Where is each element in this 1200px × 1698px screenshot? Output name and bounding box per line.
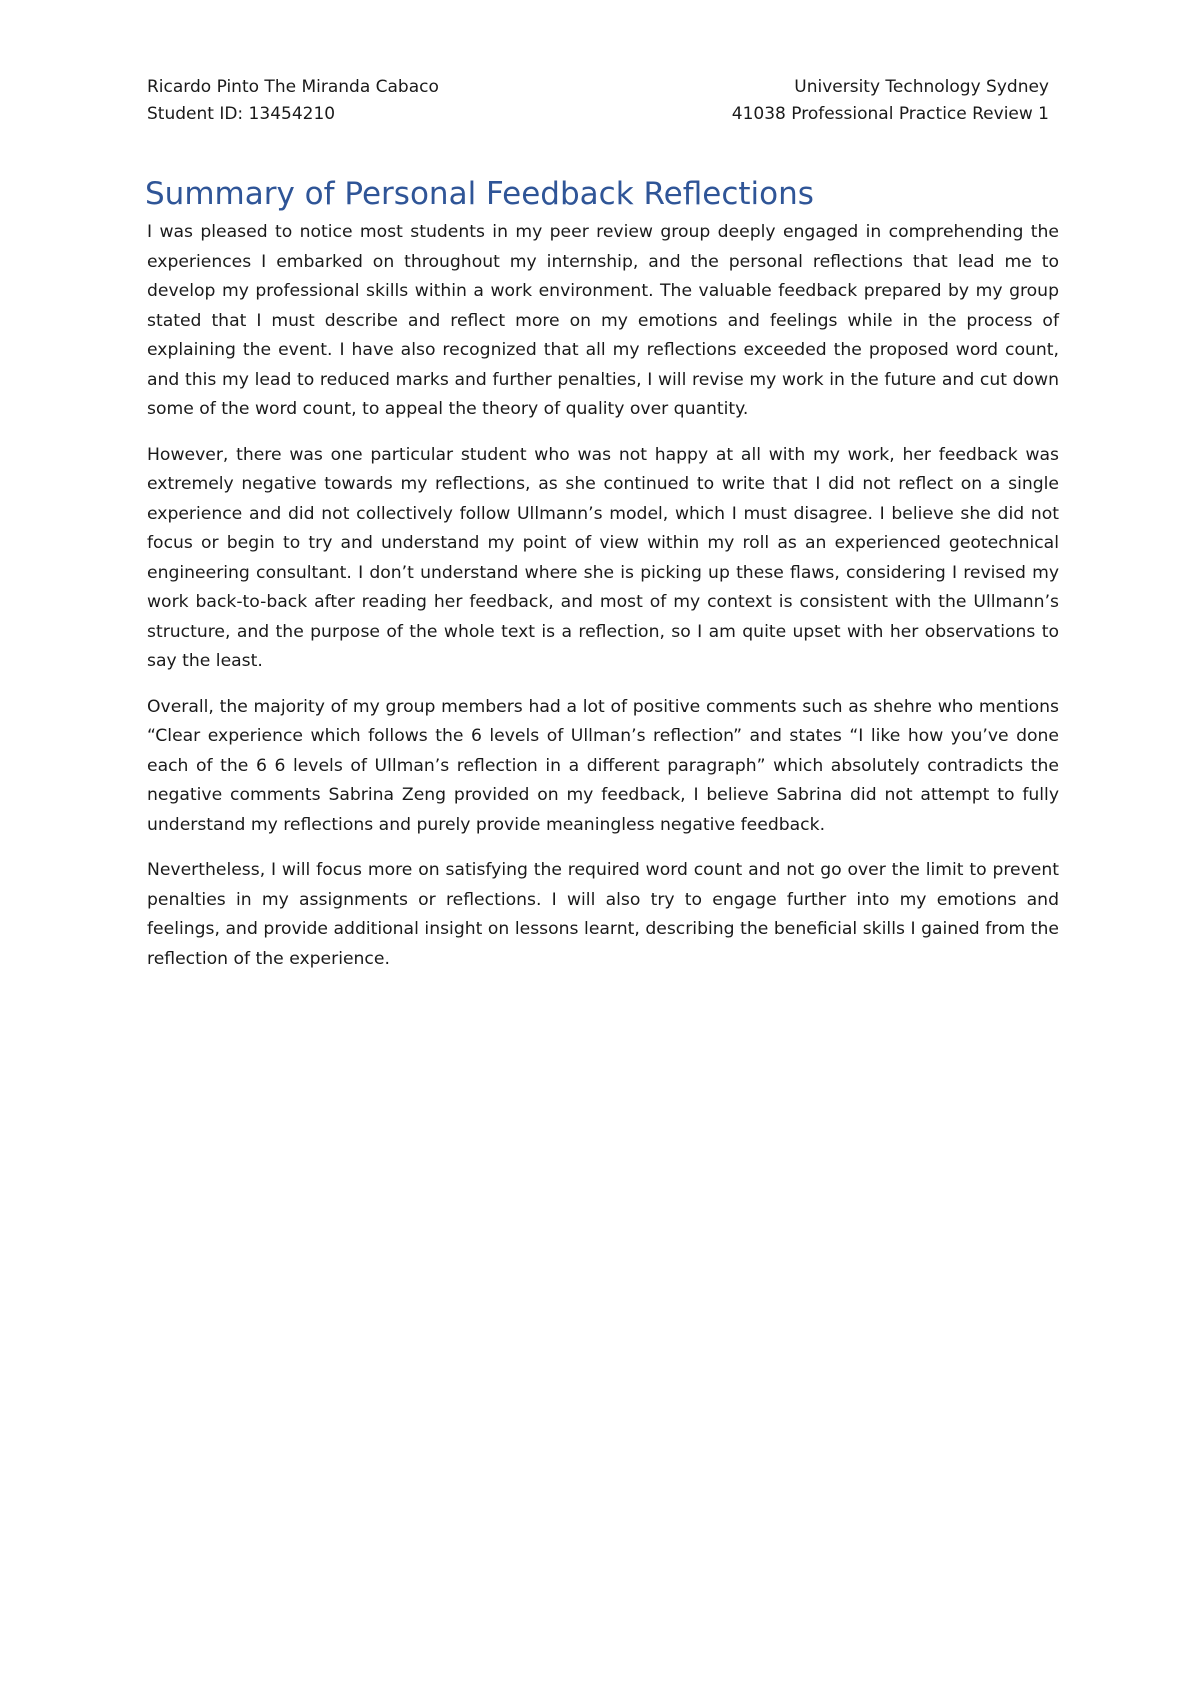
body-paragraph: Nevertheless, I will focus more on satisfying the required word count and not go over the limit to prevent penalties in my assignments or reflections. I will also try to engage further into my emotions and feelings, and provide additional insight on lessons learnt, describing the beneficial skills I gained from the reflection of the experience. [147,860,1059,969]
body-paragraph: I was pleased to notice most students in my peer review group deeply engaged in comprehending the experiences I embarked on throughout my internship, and the personal reflections that lead me to develop my professional skills within a work environment. The valuable feedback prepared by my group stated that I must describe and reflect more on my emotions and feelings while in the process of explaining the event. I have also recognized that all my reflections exceeded the proposed word count, and this my lead to reduced marks and further penalties, I will revise my work in the future and cut down some of the word count, to appeal the theory of quality over quantity. [147,222,1059,419]
institution-name: University Technology Sydney [794,77,1049,97]
body-paragraph: However, there was one particular student who was not happy at all with my work, her feedback was extremely negative towards my reflections, as she continued to write that I did not reflect on a single experience and did not collectively follow Ullmann’s model, which I must disagree. I believe she did not focus or begin to try and understand my point of view within my roll as an experienced geotechnical engineering consultant. I don’t understand where she is picking up these flaws, considering I revised my work back-to-back after reading her feedback, and most of my context is consistent with the Ullmann’s structure, and the purpose of the whole text is a reflection, so I am quite upset with her observations to say the least. [147,444,1059,671]
header-right-block [732,74,1049,128]
student-id: Student ID: 13454210 [147,104,336,124]
document-title: Summary of Personal Feedback Reflections [145,176,814,212]
body-paragraph: Overall, the majority of my group members had a lot of positive comments such as shehre who mentions “Clear experience which follows the 6 levels of Ullman’s reflection” and states “I like how you’ve done each of the 6 6 levels of Ullman’s reflection in a different paragraph” which absolutely contradicts the negative comments Sabrina Zeng provided on my feedback, I believe Sabrina did not attempt to fully understand my reflections and purely provide meaningless negative feedback. [147,696,1059,835]
document-body [147,218,1059,990]
header-left-block [147,74,439,128]
course-name: 41038 Professional Practice Review 1 [731,104,1049,124]
author-name: Ricardo Pinto The Miranda Cabaco [147,77,439,97]
